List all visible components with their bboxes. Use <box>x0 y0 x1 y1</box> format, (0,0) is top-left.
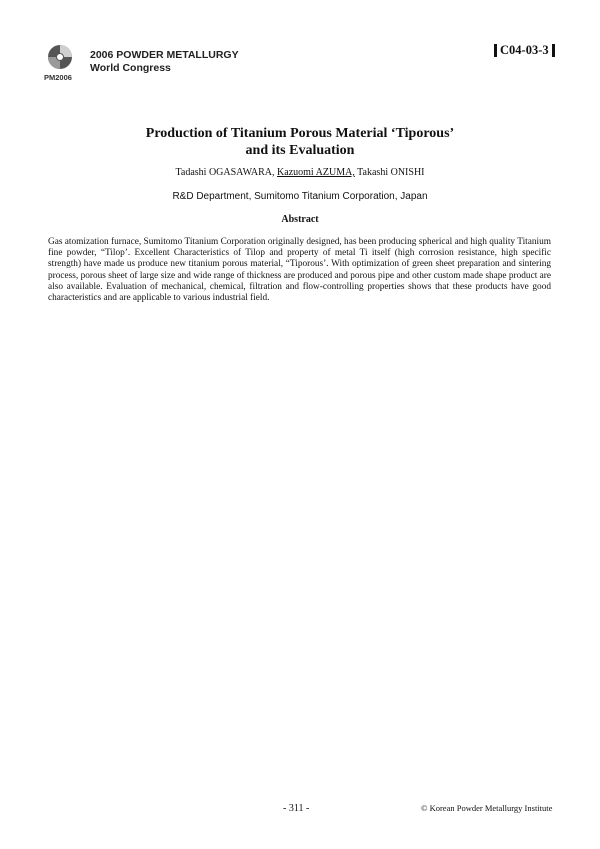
author-2-presenting: Kazuomi AZUMA, <box>277 167 355 178</box>
code-bar-left <box>494 44 497 57</box>
abstract-heading: Abstract <box>281 214 319 225</box>
copyright-notice: © Korean Powder Metallurgy Institute <box>421 803 553 813</box>
abstract-body: Gas atomization furnace, Sumitomo Titanium Corporation originally designed, has been producing spherical and high quality Titanium fine powder, “Tilop’. Excellent Characteristics of Tilop and property of metal Ti itself (high corrosion resistance, high specific strength) have made us produce new titanium porous material, “Tiporous’. With optimization of green sheet preparation and sintering process, porous sheet of large size and wide range of thickness are produced and porous pipe and other custom made shape product are also available. Evaluation of mechanical, chemical, filtration and flow-controlling properties shows that these products have good characteristics and are applicable to various industrial field. <box>48 237 551 304</box>
author-1: Tadashi OGASAWARA, <box>175 167 278 178</box>
paper-code: C04-03-3 <box>500 43 549 57</box>
conference-line1: 2006 POWDER METALLURGY <box>90 49 239 61</box>
paper-title <box>0 125 600 159</box>
author-3: Takashi ONISHI <box>354 167 425 178</box>
title-line2: and its Evaluation <box>245 143 355 158</box>
affiliation: R&D Department, Sumitomo Titanium Corporation, Japan <box>172 191 428 202</box>
pm2006-logo <box>44 42 78 82</box>
logo-text: PM2006 <box>44 73 72 82</box>
title-line1: Production of Titanium Porous Material ‘Tiporous’ <box>145 126 455 141</box>
paper-code-badge <box>494 43 555 58</box>
conference-line2: World Congress <box>90 61 171 74</box>
code-bar-right <box>552 44 555 57</box>
pm2006-swirl-icon <box>44 42 78 82</box>
page-number: - 311 - <box>283 803 310 814</box>
conference-name <box>90 49 239 74</box>
authors <box>0 167 600 178</box>
